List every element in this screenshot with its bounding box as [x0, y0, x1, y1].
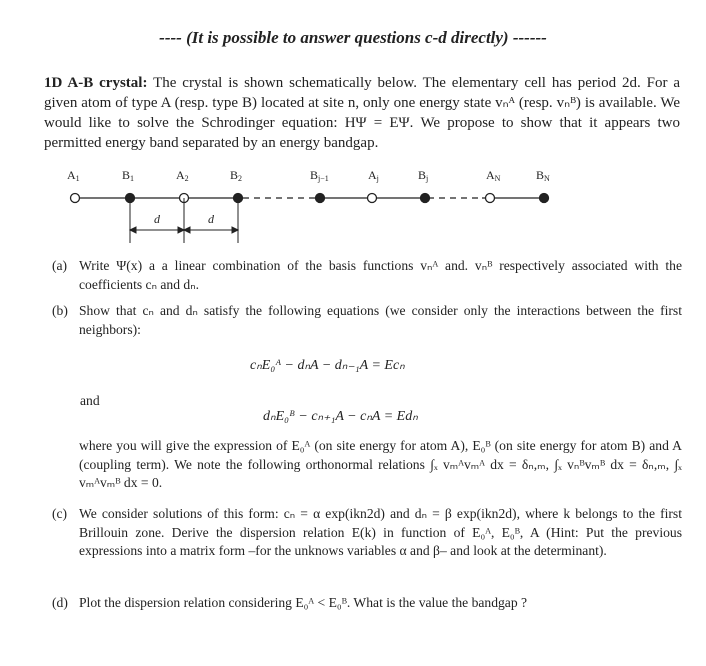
question-d-text: Plot the dispersion relation considering E₀ᴬ < E₀ᴮ. What is the value the bandgap ? — [79, 595, 528, 610]
atom-an — [486, 194, 495, 203]
spacing-label-1: d — [154, 212, 160, 226]
label-b1: B1 — [122, 168, 135, 183]
label-an: AN — [486, 168, 501, 183]
question-b-continued: where you will give the expression of E₀ᴬ (on site energy for atom A), E₀ᴮ (on site energy for atom B) and A (coupling term). We note the following orthonormal relations ∫ₓ vₘᴬvₘᴬ dx = δₙ,ₘ, ∫ₓ vₙᴮvₘᴮ dx = δₙ,ₘ, ∫ₓ vₘᴬvₘᴮ dx = 0. — [79, 438, 682, 490]
question-d — [52, 594, 682, 613]
question-a-tag: (a) — [52, 258, 68, 273]
intro-text: The crystal is shown schematically below. The elementary cell has period 2d. For a given atom of type A (resp. type B) located at site n, only one energy state vₙᴬ (resp. vₙᴮ) is available. We would like to solve the Schrodinger equation: HΨ = EΨ. We propose to show that it appears two permitted energy band separated by an energy bandgap. — [44, 75, 681, 151]
atom-bj — [421, 194, 430, 203]
spacing-markers — [130, 198, 238, 243]
label-bn: BN — [536, 168, 550, 183]
intro-title: 1D A-B crystal: — [44, 75, 148, 91]
atom-labels — [67, 168, 550, 183]
atom-bn — [540, 194, 549, 203]
label-a2: A2 — [176, 168, 189, 183]
question-c — [52, 505, 682, 561]
and-label: and — [80, 393, 100, 408]
label-a1: A1 — [67, 168, 80, 183]
question-c-tag: (c) — [52, 506, 68, 521]
question-b-tag: (b) — [52, 303, 68, 318]
question-d-tag: (d) — [52, 595, 68, 610]
atom-bj-1 — [316, 194, 325, 203]
atom-a1 — [71, 194, 80, 203]
spacing-label-2: d — [208, 212, 214, 226]
header-note: ---- (It is possible to answer questions c-d directly) ------ — [159, 28, 547, 47]
intro-paragraph — [44, 73, 680, 153]
question-c-text: We consider solutions of this form: cₙ = α exp(ikn2d) and dₙ = β exp(ikn2d), where k belongs to the first Brillouin zone. Derive the dispersion relation E(k) in function of E₀ᴬ, E₀ᴮ, A (Hint: Put the previous expressions into a matrix form –for the unknows variables α and β– and look at the determinant). — [79, 506, 682, 558]
question-a — [52, 257, 682, 294]
question-a-text: Write Ψ(x) a a linear combination of the basis functions vₙᴬ and. vₙᴮ respectively associated with the coefficients cₙ and dₙ. — [79, 258, 682, 292]
equation-2: dₙE₀ᴮ − cₙ₊₁A − cₙA = Edₙ — [263, 409, 418, 424]
crystal-diagram — [0, 165, 706, 245]
equation-1: cₙE₀ᴬ − dₙA − dₙ₋₁A = Ecₙ — [250, 358, 405, 373]
atom-aj — [368, 194, 377, 203]
label-aj: Aj — [368, 168, 379, 183]
label-b2: B2 — [230, 168, 243, 183]
label-bj-1: Bj−1 — [310, 168, 329, 183]
question-b — [52, 302, 682, 339]
label-bj: Bj — [418, 168, 429, 183]
question-b-text: Show that cₙ and dₙ satisfy the following equations (we consider only the interactions between the first neighbors): — [79, 303, 682, 337]
